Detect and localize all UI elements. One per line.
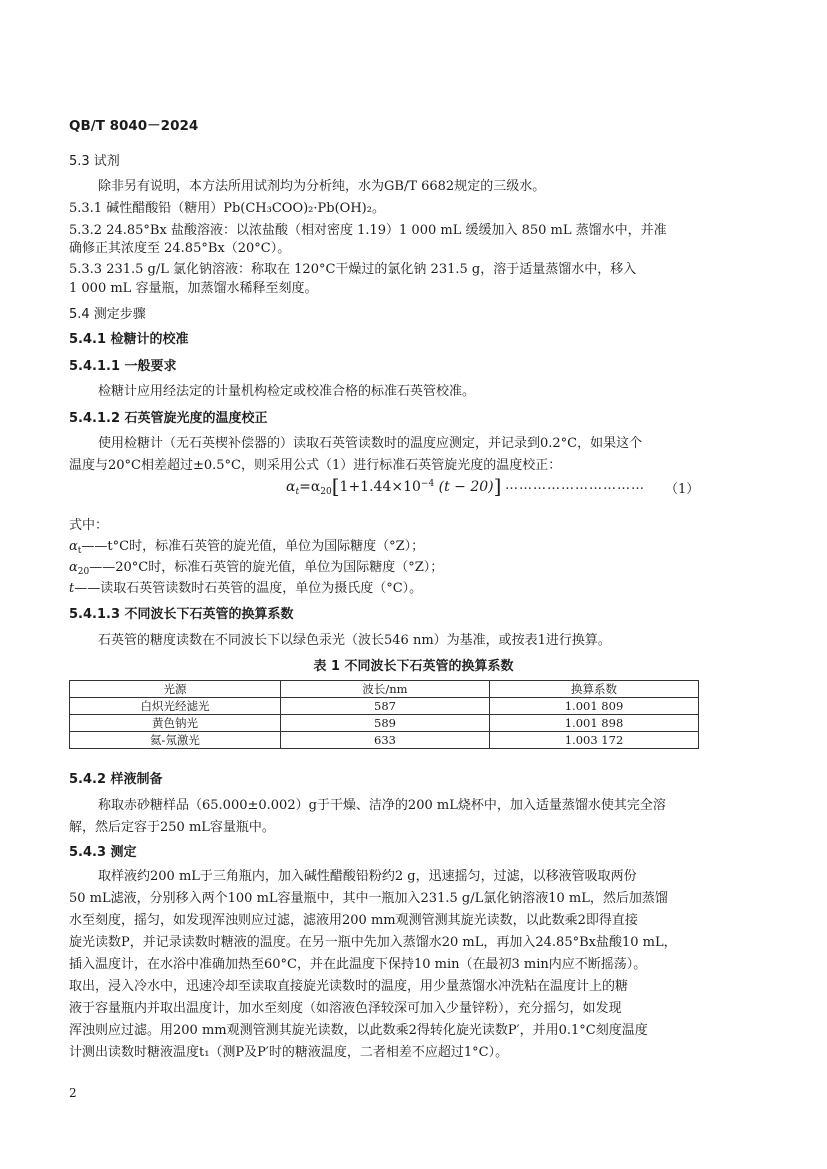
- item-5-3-2-line2: 确修正其浓度至 24.85°Bx（20°C）。: [69, 241, 291, 256]
- section-heading-5-4-3: 5.4.3 测定: [69, 845, 137, 860]
- section-heading-5-4-1-2: 5.4.1.2 石英管旋光度的温度校正: [69, 411, 268, 426]
- item-5-3-1: 5.3.1 碱性醋酸铅（糖用）Pb(CH₃COO)₂·Pb(OH)₂。: [69, 201, 385, 216]
- paragraph-5-4-3-line: 插入温度计，在水浴中准确加热至60°C，并在此温度下保持10 min（在最初3 min内应不断摇荡）。: [69, 957, 647, 972]
- paragraph-5-4-3-line: 50 mL滤液，分别移入两个100 mL容量瓶中，其中一瓶加入231.5 g/L氯化钠溶液10 mL，然后加蒸馏: [69, 891, 668, 906]
- table-cell: 1.001 898: [490, 715, 699, 732]
- paragraph-5-4-1-3: 石英管的糖度读数在不同波长下以绿色汞光（波长546 nm）为基准，或按表1进行换算。: [98, 633, 611, 648]
- table-cell: 白炽光经滤光: [70, 698, 281, 715]
- section-heading-5-4-1-3: 5.4.1.3 不同波长下石英管的换算系数: [69, 607, 294, 622]
- table-header-cell: 波长/nm: [281, 681, 490, 698]
- standard-number: QB/T 8040－2024: [69, 118, 199, 134]
- table-row: [70, 715, 699, 732]
- paragraph-5-4-1-1: 检糖计应用经法定的计量机构检定或校准合格的标准石英管校准。: [98, 384, 476, 399]
- paragraph-5-4-3-line: 液于容量瓶内并取出温度计，加水至刻度（如溶液色泽较深可加入少量锌粉），充分摇匀，如发现: [69, 1001, 622, 1016]
- section-heading-5-4: 5.4 测定步骤: [69, 307, 146, 322]
- paragraph-5-4-1-2-line1: 使用检糖计（无石英楔补偿器的）读取石英管读数时的温度应测定，并记录到0.2°C，如果这个: [98, 436, 643, 451]
- table-cell: 1.003 172: [490, 732, 699, 749]
- paragraph-5-4-3-line: 计测出读数时糖液温度t₁（测P及P′时的糖液温度，二者相差不应超过1°C）。: [69, 1045, 509, 1060]
- page-number: 2: [69, 1086, 77, 1100]
- table-cell: 黄色钠光: [70, 715, 281, 732]
- table-cell: 633: [281, 732, 490, 749]
- paragraph-5-3-intro: 除非另有说明，本方法所用试剂均为分析纯，水为GB/T 6682规定的三级水。: [98, 179, 546, 194]
- item-5-3-3-line2: 1 000 mL 容量瓶，加蒸馏水稀释至刻度。: [69, 281, 318, 296]
- formula-1: $\alpha_t=\alpha_{20}[1+1.44\times 10^{-4}$ (t − 20)]: [286, 474, 502, 498]
- where-item-alpha-t: $\alpha_t——t^\circ C$时，标准石英管的旋光值，单位为国际糖度（°Z）；: [69, 539, 425, 556]
- paragraph-5-4-3-line: 浑浊则应过滤。用200 mm观测管测其旋光读数，以此数乘2得转化旋光读数P′，并用0.1°C刻度温度: [69, 1023, 648, 1038]
- table-cell: 587: [281, 698, 490, 715]
- section-heading-5-4-1: 5.4.1 检糖计的校准: [69, 332, 189, 347]
- paragraph-5-4-1-2-line2: 温度与20°C相差超过±0.5°C，则采用公式（1）进行标准石英管旋光度的温度校正：: [69, 458, 562, 473]
- paragraph-5-4-2-line1: 称取赤砂糖样品（65.000±0.002）g于干燥、洁净的200 mL烧杯中，加入适量蒸馏水使其完全溶: [98, 798, 666, 813]
- item-5-3-2-line1: 5.3.2 24.85°Bx 盐酸溶液：以浓盐酸（相对密度 1.19）1 000 mL 缓缓加入 850 mL 蒸馏水中，并准: [69, 223, 667, 238]
- item-5-3-3-line1: 5.3.3 231.5 g/L 氯化钠溶液：称取在 120°C干燥过的氯化钠 231.5 g，溶于适量蒸馏水中，移入: [69, 262, 637, 277]
- table-1-caption: 表 1 不同波长下石英管的换算系数: [313, 659, 514, 674]
- paragraph-5-4-3-line: 水至刻度，摇匀，如发现浑浊则应过滤，滤液用200 mm观测管测其旋光读数，以此数乘2即得直接: [69, 913, 638, 928]
- table-cell: 氦-氖激光: [70, 732, 281, 749]
- section-heading-5-3: 5.3 试剂: [69, 154, 120, 169]
- where-item-alpha-20: $\alpha_{20}——20^\circ C$时，标准石英管的旋光值，单位为国际糖度（°Z）；: [69, 560, 444, 577]
- paragraph-5-4-3-line: 旋光读数P，并记录读数时糖液的温度。在另一瓶中先加入蒸馏水20 mL，再加入24.85°Bx盐酸10 mL，: [69, 935, 677, 950]
- table-1: [69, 680, 699, 749]
- table-header-row: [70, 681, 699, 698]
- table-header-cell: 换算系数: [490, 681, 699, 698]
- paragraph-5-4-2-line2: 解，然后定容于250 mL容量瓶中。: [69, 820, 275, 835]
- table-cell: 1.001 809: [490, 698, 699, 715]
- table-row: [70, 732, 699, 749]
- where-label: 式中：: [69, 518, 109, 533]
- table-row: [70, 698, 699, 715]
- formula-number: （1）: [665, 482, 700, 497]
- paragraph-5-4-3-line: 取样液约200 mL于三角瓶内，加入碱性醋酸铅粉约2 g，迅速摇匀，过滤，以移液管吸取两份: [98, 869, 637, 884]
- section-heading-5-4-2: 5.4.2 样液制备: [69, 772, 163, 787]
- where-item-t: t——读取石英管读数时石英管的温度，单位为摄氏度（°C）。: [69, 581, 423, 596]
- table-header-cell: 光源: [70, 681, 281, 698]
- table-cell: 589: [281, 715, 490, 732]
- section-heading-5-4-1-1: 5.4.1.1 一般要求: [69, 359, 177, 374]
- paragraph-5-4-3-line: 取出，浸入冷水中，迅速冷却至读取直接旋光读数时的温度，用少量蒸馏水冲洗粘在温度计上的糖: [69, 979, 629, 994]
- formula-leader-dots: …………………………: [505, 478, 645, 493]
